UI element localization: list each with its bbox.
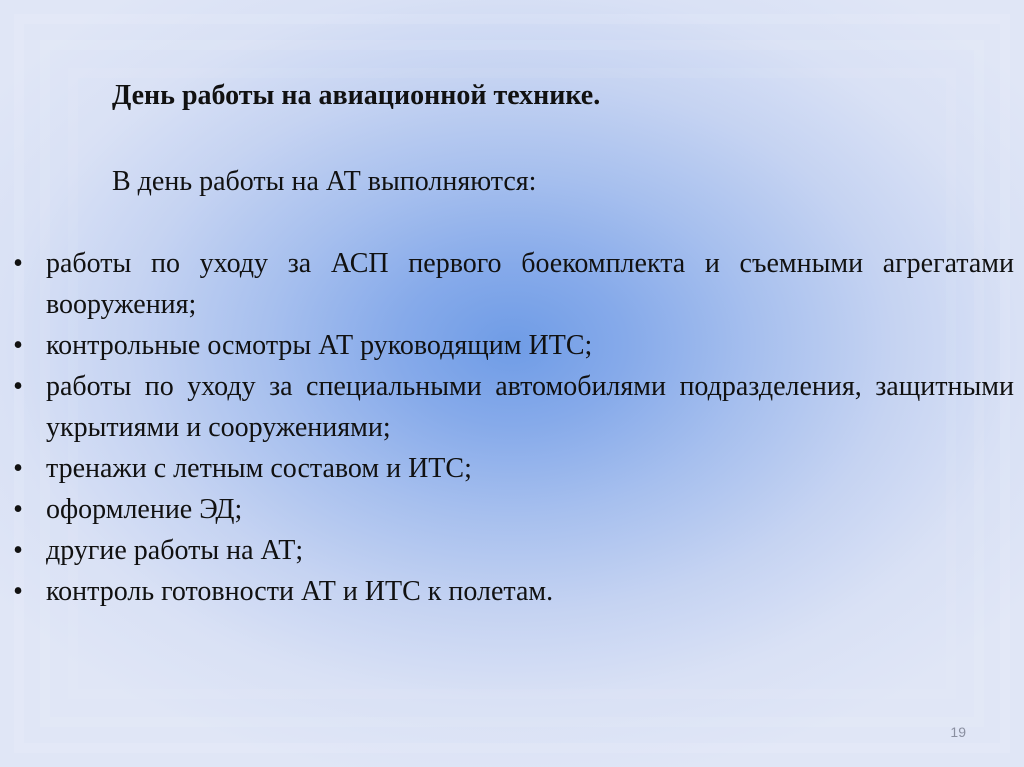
list-item-text: тренажи с летным составом и ИТС; xyxy=(46,453,472,484)
bullet-icon: • xyxy=(13,453,23,484)
list-item xyxy=(8,448,1014,489)
bullet-icon: • xyxy=(13,330,23,361)
bullet-icon: • xyxy=(13,248,23,279)
bullet-icon: • xyxy=(13,576,23,607)
list-item xyxy=(8,366,1014,448)
list-item xyxy=(8,243,1014,325)
list-item xyxy=(8,530,1014,571)
list-item xyxy=(8,489,1014,530)
list-item-text: другие работы на АТ; xyxy=(46,535,304,566)
page-number: 19 xyxy=(950,724,966,740)
list-item xyxy=(8,325,1014,366)
list-item-text: контроль готовности АТ и ИТС к полетам. xyxy=(46,576,554,607)
list-item-text: оформление ЭД; xyxy=(46,494,243,525)
bullet-icon: • xyxy=(13,371,23,402)
slide-subtitle: В день работы на АТ выполняются: xyxy=(112,166,537,197)
bullet-icon: • xyxy=(13,494,23,525)
list-item-text: работы по уходу за специальными автомобилями подразделения, защитными укрытиями и сооружениями; xyxy=(46,371,1014,443)
bullet-icon: • xyxy=(13,535,23,566)
list-item-text: контрольные осмотры АТ руководящим ИТС; xyxy=(46,330,593,361)
slide-title: День работы на авиационной технике. xyxy=(112,80,601,111)
list-item xyxy=(8,571,1014,612)
bullet-list xyxy=(8,243,1014,612)
list-item-text: работы по уходу за АСП первого боекомплекта и съемными агрегатами вооружения; xyxy=(46,248,1014,320)
